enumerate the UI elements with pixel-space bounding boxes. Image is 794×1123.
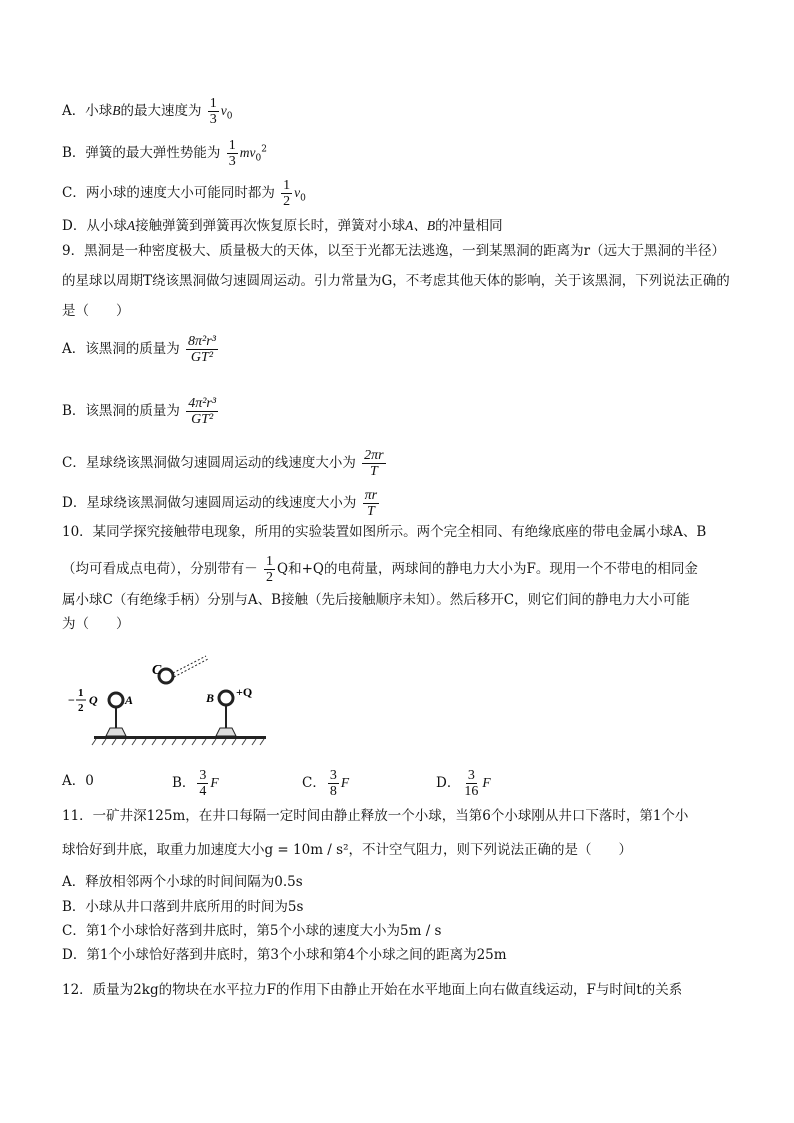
q11-option-a: A．释放相邻两个小球的时间间隔为0.5s [62,874,303,890]
handle-c [173,656,206,673]
stand-b-base [216,728,236,736]
q9-stem: 9．黑洞是一种密度极大、质量极大的天体，以至于光都无法逃逸，一到某黑洞的距离为r（远大于黑洞的半径）的星球以周期T绕该黑洞做匀速圆周运动。引力常量为G，不考虑其他天体的影响，关于该黑洞，下列说法正确的是（ ） [62,243,730,319]
q8-option-d: D．从小球A接触弹簧到弹簧再次恢复原长时，弹簧对小球A、B的冲量相同 [62,218,503,234]
stand-a-base [106,728,126,736]
fraction: $\frac{1}{3}$ [209,96,217,127]
label-c: C [152,663,162,678]
q10-option-c: C． $\frac{3}{8}$ F [302,768,350,799]
q8-option-b: B．弹簧的最大弹性势能为 $\frac{1}{3}$ $mv_0^2$ [62,138,267,169]
q8-option-a: A．小球B的最大速度为 $\frac{1}{3}$ $v_0$ [62,96,233,127]
label-qb: +Q [236,685,253,699]
q9-option-d: D．星球绕该黑洞做匀速圆周运动的线速度大小为 $\frac{\pi r}{T}$ [62,488,378,519]
ground-hatch [92,739,264,745]
fraction: $\frac{\text{4π²r³}}{\text{GT²}}$ [188,396,217,427]
fraction: $\frac{3}{8}$ [329,768,337,799]
q10-options [62,768,734,799]
ball-a [109,693,123,707]
q12-line1: 12．质量为2kg的物块在水平拉力F的作用下由静止开始在水平地面上向右做直线运动，F与时间t的关系 [62,982,683,998]
q10-line4: 为（ ） [62,616,130,632]
fraction: $\frac{\text{8π²r³}}{\text{GT²}}$ [188,334,216,365]
q10-option-b: B． $\frac{3}{4}$ F [172,768,219,799]
q9-option-c: C．星球绕该黑洞做匀速圆周运动的线速度大小为 $\frac{2\pi r}{T}$ [62,448,384,479]
q11-option-c: C．第1个小球恰好落到井底时，第5个小球的速度大小为5m / s [62,923,442,939]
fraction: $\frac{2\pi r}{T}$ [364,448,384,479]
q9-option-a: A．该黑洞的质量为 $\frac{\text{8π²r³}}{\text{GT²}}$ [62,334,216,365]
q10-line2: （均可看成点电荷），分别带有－ $\frac{1}{2}$ Q和+Q的电荷量，两球间的静电力大小为F。现用一个不带电的相同金 [62,554,698,585]
q10-figure [66,644,266,752]
q10-option-a: A．0 [62,773,94,789]
q8-option-c: C．两小球的速度大小可能同时都为 $\frac{1}{2}$ $v_0$ [62,178,306,209]
fraction: $\frac{3}{16}$ [464,768,479,799]
label-qa-num: 1 [78,687,84,699]
fraction: $\frac{\pi r}{T}$ [364,488,378,519]
q10-option-d: D． $\frac{3}{16}$ F [436,768,491,799]
q9-option-b: B．该黑洞的质量为 $\frac{\text{4π²r³}}{\text{GT²}}$ [62,396,217,427]
fraction: $\frac{1}{3}$ [228,138,236,169]
q10-line3: 属小球C（有绝缘手柄）分别与A、B接触（先后接触顺序未知）。然后移开C，则它们间的静电力大小可能 [62,592,690,608]
fraction: $\frac{3}{4}$ [199,768,207,799]
fraction: $\frac{1}{2}$ [283,178,291,209]
label-qa-sign: − [68,693,75,707]
fraction: $\frac{1}{2}$ [266,554,274,585]
label-qa-q: Q [89,693,98,707]
label-a: A [125,693,134,707]
q10-line1: 10．某同学探究接触带电现象，所用的实验装置如图所示。两个完全相同、有绝缘底座的带电金属小球A、B [62,524,707,540]
q11-line2: 球恰好到井底，取重力加速度大小g = 10m / s²，不计空气阻力，则下列说法正确的是（ ） [62,842,632,858]
ball-b [219,691,233,705]
q11-option-b: B．小球从井口落到井底所用的时间为5s [62,899,304,915]
label-b: B [206,691,215,705]
q11-line1: 11．一矿井深125m，在井口每隔一定时间由静止释放一个小球，当第6个小球刚从井口下落时，第1个小 [62,808,689,824]
label-qa-den: 2 [78,702,84,714]
q11-option-d: D．第1个小球恰好落到井底时，第3个小球和第4个小球之间的距离为25m [62,947,507,963]
